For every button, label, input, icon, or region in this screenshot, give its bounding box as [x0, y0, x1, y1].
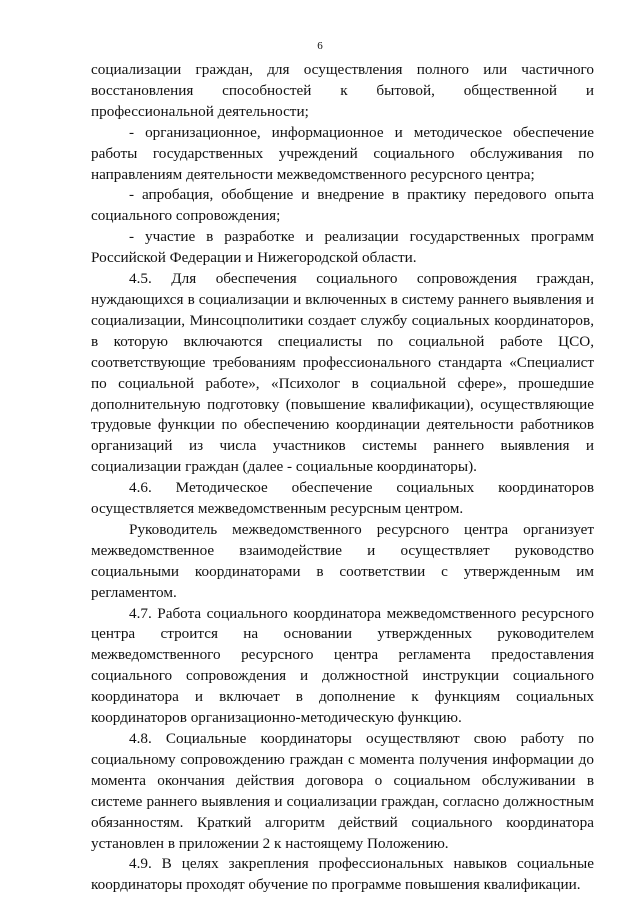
section-4-9: 4.9. В целях закрепления профессиональных навыков социальные координаторы проходят обучение по программе повышения квалификации. [91, 855, 594, 894]
paragraph-continuation: социализации граждан, для осуществления полного или частичного восстановления способностей к бытовой, общественной и профессиональной деятельности; [91, 61, 594, 120]
document-body [91, 60, 594, 896]
section-4-8: 4.8. Социальные координаторы осуществляют свою работу по социальному сопровождению граждан с момента получения информации до момента окончания действия договора о социальном обслуживании в системе раннего выявления и социализации граждан, согласно должностным обязанностям. Краткий алгоритм действий социального координатора установлен в приложении 2 к настоящему Положению. [91, 730, 594, 852]
section-4-5: 4.5. Для обеспечения социального сопровождения граждан, нуждающихся в социализации и включенных в систему раннего выявления и социализации, Минсоцполитики создает службу социальных координаторов, в которую включаются специалисты по социальной работе ЦСО, соответствующие требованиям профессионального стандарта «Специалист по социальной работе», «Психолог в социальной сфере», прошедшие дополнительную подготовку (повышение квалификации), осуществляющие трудовые функции по обеспечению координации деятельности работников организаций из числа участников системы раннего выявления и социализации граждан (далее - социальные координаторы). [91, 270, 594, 476]
list-item-approbation: - апробация, обобщение и внедрение в практику передового опыта социального сопровождения; [91, 186, 594, 225]
list-item-methodical-support: - организационное, информационное и методическое обеспечение работы государственных учреждений социального обслуживания по направлениям деятельности межведомственного ресурсного центра; [91, 123, 594, 183]
paragraph-head-of-center: Руководитель межведомственного ресурсного центра организует межведомственное взаимодействие и осуществляет руководство социальными координаторами в соответствии с утвержденным им регламентом. [91, 520, 594, 601]
list-item-state-programs: - участие в разработке и реализации государственных программ Российской Федерации и Нижегородской области. [91, 228, 594, 267]
section-4-6: 4.6. Методическое обеспечение социальных координаторов осуществляется межведомственным ресурсным центром. [91, 479, 594, 518]
page-number: 6 [317, 40, 323, 52]
section-4-7: 4.7. Работа социального координатора межведомственного ресурсного центра строится на основании утвержденных руководителем межведомственного ресурсного центра регламента предоставления социального сопровождения и должностной инструкции социального координатора и включает в дополнение к функциям социальных координаторов организационно-методическую функцию. [91, 604, 594, 727]
